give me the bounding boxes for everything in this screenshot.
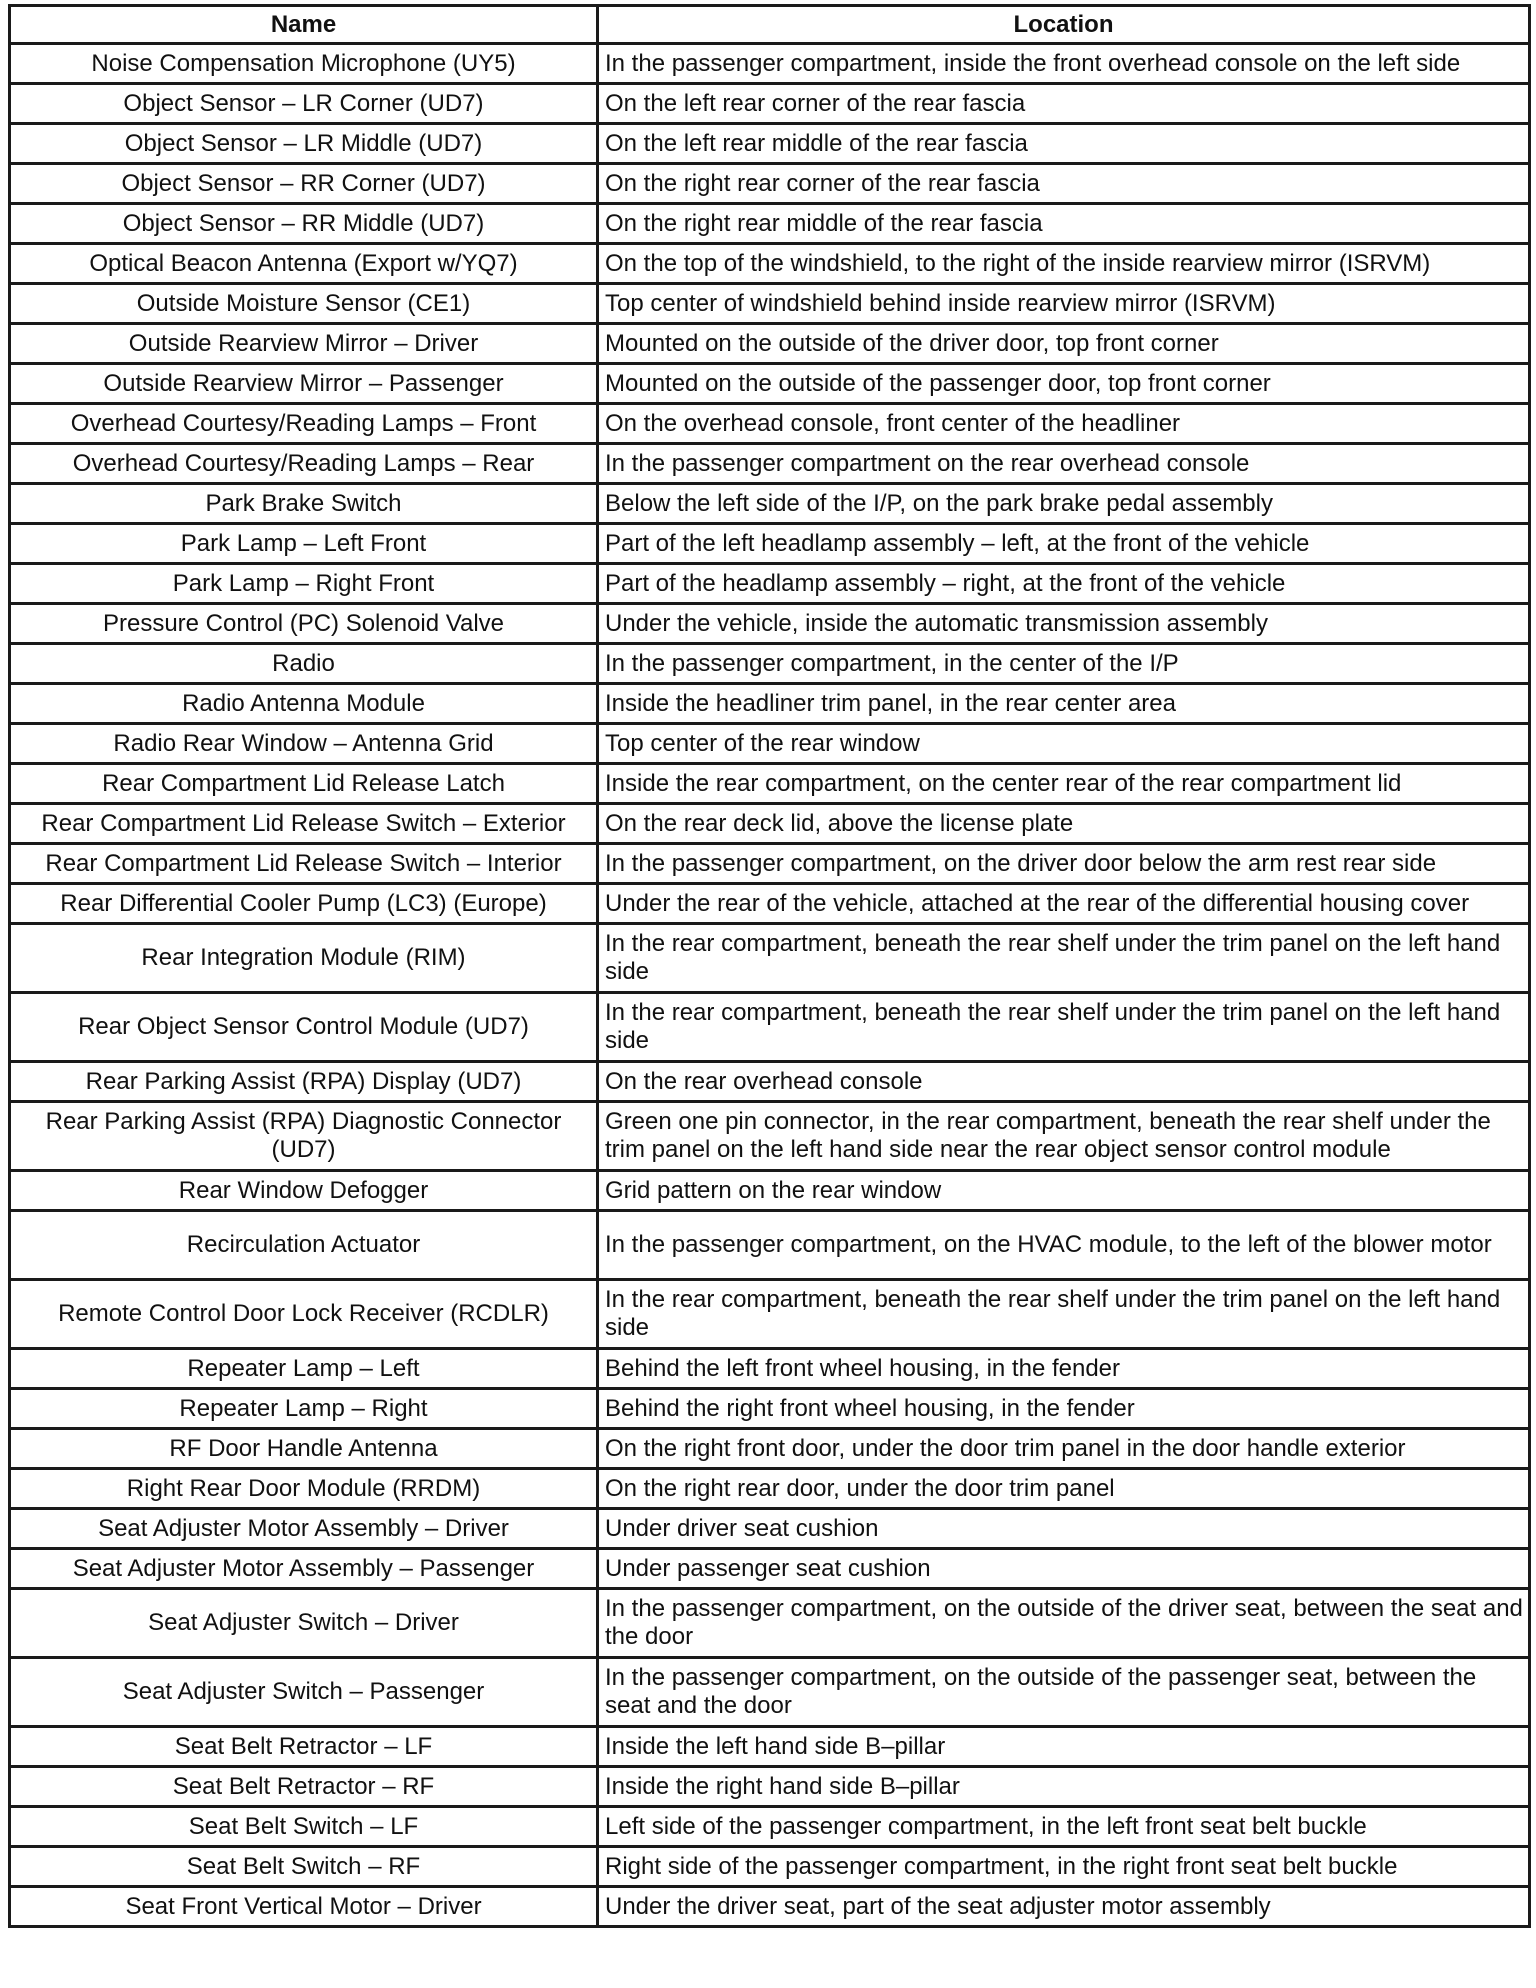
component-location: Below the left side of the I/P, on the park brake pedal assembly [598, 484, 1530, 524]
table-row [10, 1509, 1530, 1549]
component-name: Rear Window Defogger [10, 1171, 598, 1211]
table-row [10, 1062, 1530, 1102]
table-row [10, 804, 1530, 844]
component-name: Overhead Courtesy/Reading Lamps – Front [10, 404, 598, 444]
component-name: Rear Object Sensor Control Module (UD7) [10, 993, 598, 1062]
table-row [10, 1549, 1530, 1589]
component-name: Pressure Control (PC) Solenoid Valve [10, 604, 598, 644]
component-name: Object Sensor – LR Corner (UD7) [10, 84, 598, 124]
component-location: Right side of the passenger compartment, in the right front seat belt buckle [598, 1847, 1530, 1887]
component-location: In the passenger compartment, in the center of the I/P [598, 644, 1530, 684]
table-row [10, 244, 1530, 284]
component-location: In the passenger compartment, on the outside of the passenger seat, between the seat and the door [598, 1658, 1530, 1727]
component-name: Seat Adjuster Motor Assembly – Driver [10, 1509, 598, 1549]
table-row [10, 1807, 1530, 1847]
table-row [10, 564, 1530, 604]
component-location: Under passenger seat cushion [598, 1549, 1530, 1589]
component-location: In the passenger compartment, on the driver door below the arm rest rear side [598, 844, 1530, 884]
component-name: Overhead Courtesy/Reading Lamps – Rear [10, 444, 598, 484]
component-name: Object Sensor – LR Middle (UD7) [10, 124, 598, 164]
table-row [10, 1102, 1530, 1171]
component-location: On the rear overhead console [598, 1062, 1530, 1102]
component-location: Under the vehicle, inside the automatic transmission assembly [598, 604, 1530, 644]
component-location: On the right rear middle of the rear fascia [598, 204, 1530, 244]
component-location: Mounted on the outside of the passenger door, top front corner [598, 364, 1530, 404]
table-row [10, 444, 1530, 484]
component-name: Park Lamp – Right Front [10, 564, 598, 604]
component-location: Part of the left headlamp assembly – left, at the front of the vehicle [598, 524, 1530, 564]
table-row [10, 604, 1530, 644]
table-row [10, 164, 1530, 204]
component-location: In the rear compartment, beneath the rear shelf under the trim panel on the left hand side [598, 1280, 1530, 1349]
component-name: Park Brake Switch [10, 484, 598, 524]
table-row [10, 1389, 1530, 1429]
component-name: Repeater Lamp – Left [10, 1349, 598, 1389]
component-name: Rear Parking Assist (RPA) Diagnostic Connector (UD7) [10, 1102, 598, 1171]
component-name: Seat Front Vertical Motor – Driver [10, 1887, 598, 1927]
component-name: Rear Compartment Lid Release Latch [10, 764, 598, 804]
component-name: Outside Rearview Mirror – Passenger [10, 364, 598, 404]
component-name: Outside Rearview Mirror – Driver [10, 324, 598, 364]
table-row [10, 1429, 1530, 1469]
table-row [10, 484, 1530, 524]
table-row [10, 724, 1530, 764]
component-name: Seat Belt Retractor – LF [10, 1727, 598, 1767]
component-name: Rear Compartment Lid Release Switch – Interior [10, 844, 598, 884]
component-location-sheet [8, 4, 1528, 1928]
component-location: On the left rear middle of the rear fascia [598, 124, 1530, 164]
table-row [10, 1658, 1530, 1727]
component-location: Grid pattern on the rear window [598, 1171, 1530, 1211]
table-row [10, 204, 1530, 244]
component-location: On the rear deck lid, above the license plate [598, 804, 1530, 844]
component-location: In the passenger compartment, on the outside of the driver seat, between the seat and the door [598, 1589, 1530, 1658]
column-header-name: Name [10, 6, 598, 44]
table-row [10, 993, 1530, 1062]
table-row [10, 44, 1530, 84]
component-name: Remote Control Door Lock Receiver (RCDLR) [10, 1280, 598, 1349]
table-row [10, 124, 1530, 164]
table-row [10, 1767, 1530, 1807]
table-row [10, 284, 1530, 324]
table-row [10, 924, 1530, 993]
table-row [10, 364, 1530, 404]
component-location: Under the rear of the vehicle, attached at the rear of the differential housing cover [598, 884, 1530, 924]
component-location: Green one pin connector, in the rear compartment, beneath the rear shelf under the trim panel on the left hand side near the rear object sensor control module [598, 1102, 1530, 1171]
component-location: On the top of the windshield, to the right of the inside rearview mirror (ISRVM) [598, 244, 1530, 284]
component-name: Rear Differential Cooler Pump (LC3) (Europe) [10, 884, 598, 924]
component-location-table [8, 4, 1531, 1928]
table-row [10, 884, 1530, 924]
table-row [10, 324, 1530, 364]
table-row [10, 1349, 1530, 1389]
component-location: In the passenger compartment, on the HVAC module, to the left of the blower motor [598, 1211, 1530, 1280]
component-name: Seat Adjuster Switch – Passenger [10, 1658, 598, 1727]
component-location: Top center of windshield behind inside rearview mirror (ISRVM) [598, 284, 1530, 324]
component-location: In the passenger compartment, inside the front overhead console on the left side [598, 44, 1530, 84]
component-name: Object Sensor – RR Middle (UD7) [10, 204, 598, 244]
component-location: Inside the left hand side B–pillar [598, 1727, 1530, 1767]
component-location: Under the driver seat, part of the seat adjuster motor assembly [598, 1887, 1530, 1927]
component-name: Park Lamp – Left Front [10, 524, 598, 564]
component-name: Radio [10, 644, 598, 684]
component-location: In the rear compartment, beneath the rear shelf under the trim panel on the left hand side [598, 993, 1530, 1062]
component-name: Radio Antenna Module [10, 684, 598, 724]
component-location: In the rear compartment, beneath the rear shelf under the trim panel on the left hand side [598, 924, 1530, 993]
table-row [10, 1280, 1530, 1349]
component-name: Seat Belt Retractor – RF [10, 1767, 598, 1807]
table-row [10, 404, 1530, 444]
component-name: Noise Compensation Microphone (UY5) [10, 44, 598, 84]
component-name: Optical Beacon Antenna (Export w/YQ7) [10, 244, 598, 284]
component-location: Mounted on the outside of the driver door, top front corner [598, 324, 1530, 364]
component-location: On the left rear corner of the rear fascia [598, 84, 1530, 124]
component-location: Inside the headliner trim panel, in the rear center area [598, 684, 1530, 724]
table-row [10, 524, 1530, 564]
table-row [10, 1727, 1530, 1767]
component-location: Inside the right hand side B–pillar [598, 1767, 1530, 1807]
component-location: On the overhead console, front center of the headliner [598, 404, 1530, 444]
component-location: Behind the right front wheel housing, in the fender [598, 1389, 1530, 1429]
table-row [10, 1887, 1530, 1927]
component-name: Outside Moisture Sensor (CE1) [10, 284, 598, 324]
component-name: Object Sensor – RR Corner (UD7) [10, 164, 598, 204]
component-location: Under driver seat cushion [598, 1509, 1530, 1549]
table-body [10, 44, 1530, 1927]
component-location: Inside the rear compartment, on the center rear of the rear compartment lid [598, 764, 1530, 804]
table-row [10, 1211, 1530, 1280]
table-row [10, 1589, 1530, 1658]
component-location: Part of the headlamp assembly – right, at the front of the vehicle [598, 564, 1530, 604]
table-row [10, 1469, 1530, 1509]
component-name: Radio Rear Window – Antenna Grid [10, 724, 598, 764]
component-name: Seat Belt Switch – RF [10, 1847, 598, 1887]
component-name: Seat Adjuster Motor Assembly – Passenger [10, 1549, 598, 1589]
column-header-location: Location [598, 6, 1530, 44]
component-location: Left side of the passenger compartment, in the left front seat belt buckle [598, 1807, 1530, 1847]
component-location: On the right front door, under the door trim panel in the door handle exterior [598, 1429, 1530, 1469]
component-name: Repeater Lamp – Right [10, 1389, 598, 1429]
component-name: Rear Parking Assist (RPA) Display (UD7) [10, 1062, 598, 1102]
component-name: Right Rear Door Module (RRDM) [10, 1469, 598, 1509]
component-name: Recirculation Actuator [10, 1211, 598, 1280]
table-row [10, 684, 1530, 724]
component-name: Seat Belt Switch – LF [10, 1807, 598, 1847]
table-row [10, 84, 1530, 124]
header-row [10, 6, 1530, 44]
component-location: On the right rear door, under the door trim panel [598, 1469, 1530, 1509]
component-name: Seat Adjuster Switch – Driver [10, 1589, 598, 1658]
component-location: On the right rear corner of the rear fascia [598, 164, 1530, 204]
table-row [10, 844, 1530, 884]
table-row [10, 764, 1530, 804]
component-location: In the passenger compartment on the rear overhead console [598, 444, 1530, 484]
table-row [10, 644, 1530, 684]
component-location: Top center of the rear window [598, 724, 1530, 764]
component-name: Rear Integration Module (RIM) [10, 924, 598, 993]
component-name: Rear Compartment Lid Release Switch – Exterior [10, 804, 598, 844]
table-row [10, 1847, 1530, 1887]
component-name: RF Door Handle Antenna [10, 1429, 598, 1469]
table-row [10, 1171, 1530, 1211]
component-location: Behind the left front wheel housing, in the fender [598, 1349, 1530, 1389]
